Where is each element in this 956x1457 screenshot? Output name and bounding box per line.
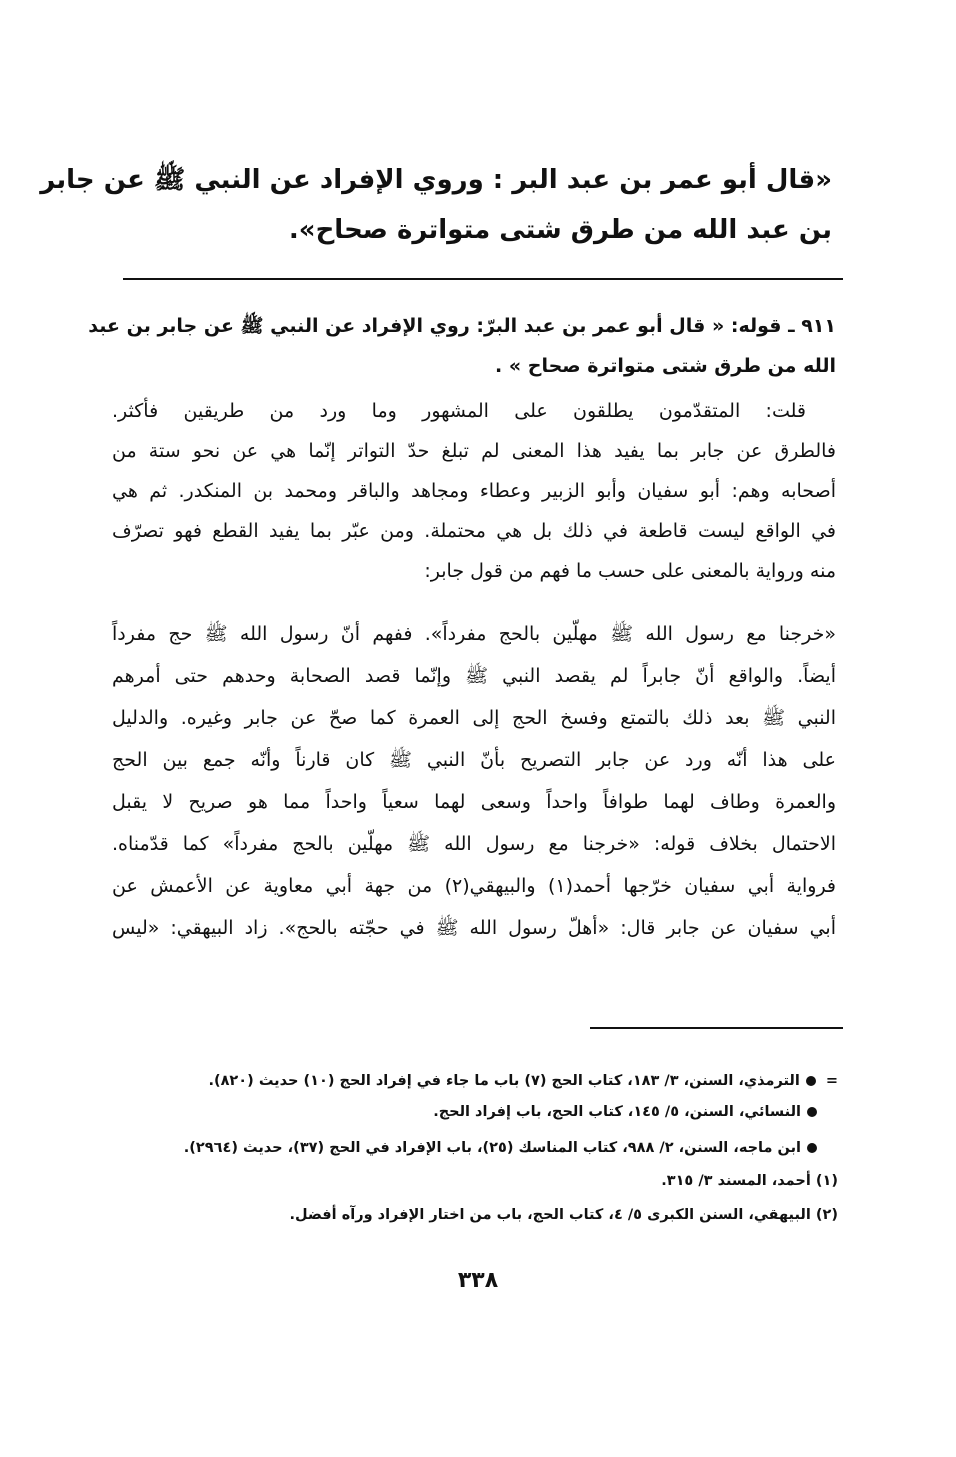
section-divider (123, 278, 843, 280)
footnote-2: (٢) البيهقي، السنن الكبرى ٥/ ٤، كتاب الحج، باب من اختار الإفراد ورآه أفضل. (289, 1207, 838, 1223)
footnote-bullet-3 (184, 1137, 817, 1159)
footnote-bullet-text: النسائي، السنن، ٥/ ١٤٥، كتاب الحج، باب إفراد الحج. (433, 1104, 801, 1120)
footnote-bullet-text: ابن ماجه، السنن، ٢/ ٩٨٨، كتاب المناسك (٢٥)، باب الإفراد في الحج (٣٧)، حديث (٢٩٦٤). (183, 1140, 801, 1156)
paragraph1-line-3: أصحابه وهم: أبو سفيان وأبو الزبير وعطاء ومجاهد والباقر ومحمد بن المنكدر. ثم هي (112, 480, 836, 502)
commentary-heading-line-1: ٩١١ ـ قوله: « قال أبو عمر بن عبد البرّ: روي الإفراد عن النبي ﷺ عن جابر بن عبد (88, 315, 836, 337)
page-number: ٣٣٨ (457, 1268, 499, 1293)
quote-line-1: «قال أبو عمر بن عبد البر : وروي الإفراد عن النبي ﷺ عن جابر (40, 165, 832, 195)
paragraph1-line-1: قلت: المتقدّمون يطلقون على المشهور وما ورد من طريقين فأكثر. (112, 400, 806, 422)
paragraph2-line-8: أبي سفيان عن جابر قال: «أهلّ رسول الله ﷺ في حجّته بالحج». زاد البيهقي: «ليس (112, 917, 836, 939)
bullet-icon (806, 1076, 816, 1086)
footnote-1: (١) أحمد، المسند ٣/ ٣١٥. (661, 1173, 838, 1189)
paragraph2-line-7: فرواية أبي سفيان خرّجها أحمد(١) والبيهقي(٢) من جهة أبي معاوية عن الأعمش عن (112, 875, 837, 897)
continuation-mark: = (825, 1073, 838, 1089)
bullet-icon (807, 1107, 817, 1117)
footnote-bullet-1 (208, 1070, 838, 1092)
footnote-bullet-2 (433, 1101, 817, 1123)
paragraph2-line-1: «خرجنا مع رسول الله ﷺ مهلّين بالحج مفرداً». ففهم أنّ رسول الله ﷺ حج مفرداً (112, 623, 836, 645)
paragraph2-line-5: والعمرة وطاف لهما طوافاً واحداً وسعى لهما سعياً واحداً مما هو صريح لا يقبل (112, 791, 836, 813)
paragraph2-line-2: أيضاً. والواقع أنّ جابراً لم يقصد النبي ﷺ وإنّما قصد الصحابة وحدهم حتى أمرهم (112, 665, 836, 687)
footnote-divider (590, 1027, 843, 1029)
paragraph1-line-2: فالطرق عن جابر بما يفيد هذا المعنى لم تبلغ حدّ التواتر إنّما هي عن نحو ستة من (112, 440, 836, 462)
paragraph2-line-3: النبي ﷺ بعد ذلك بالتمتع وفسخ الحج إلى العمرة كما صحّ عن جابر وغيره. والدليل (112, 707, 836, 729)
quote-line-2: بن عبد الله من طرق شتى متواترة صحاح». (288, 215, 832, 245)
footnote-bullet-text: الترمذي، السنن، ٣/ ١٨٣، كتاب الحج (٧) باب ما جاء في إفراد الحج (١٠) حديث (٨٢٠). (208, 1073, 800, 1089)
paragraph2-line-4: على هذا أنّه ورد عن جابر التصريح بأنّ النبي ﷺ كان قارناً وأنّه جمع بين الحج (112, 749, 836, 771)
commentary-heading-line-2: الله من طرق شتى متواترة صحاح » . (495, 355, 836, 377)
paragraph1-line-4: في الواقع ليست قاطعة في ذلك بل هي محتملة. ومن عبّر بما يفيد القطع فهو تصرّف (112, 520, 836, 542)
paragraph2-line-6: الاحتمال بخلاف قوله: «خرجنا مع رسول الله ﷺ مهلّين بالحج مفرداً» كما قدّمناه. (112, 833, 836, 855)
bullet-icon (807, 1143, 817, 1153)
paragraph1-line-5: منه ورواية بالمعنى على حسب ما فهم من قول جابر: (424, 560, 836, 582)
